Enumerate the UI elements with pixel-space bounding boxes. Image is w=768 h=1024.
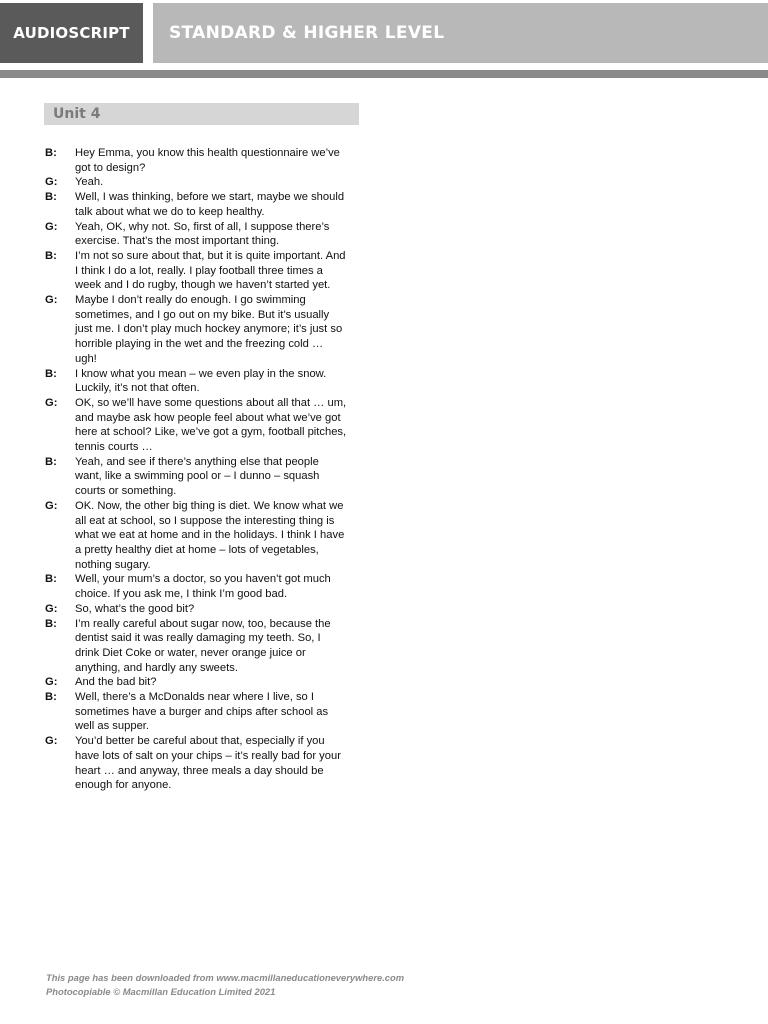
dialogue-turn — [45, 455, 365, 499]
speaker-line: And the bad bit? — [75, 676, 157, 689]
speaker-line: Well, there’s a McDonalds near where I live, so I sometimes have a burger and chips after school as well as supper. — [75, 691, 329, 733]
dialogue-turn — [45, 396, 365, 455]
speaker-label: B: — [45, 691, 57, 704]
speaker-label: G: — [45, 676, 58, 689]
speaker-label: B: — [45, 617, 57, 630]
speaker-line: Yeah. — [75, 176, 104, 189]
dialogue-turn — [45, 675, 365, 690]
speaker-line: I’m not so sure about that, but it is quite important. And I think I do a lot, really. I play football three times a week and I do rugby, though we haven’t started yet. — [75, 249, 346, 292]
speaker-label: G: — [45, 499, 58, 512]
speaker-line: I’m really careful about sugar now, too, because the dentist said it was really damaging my teeth. So, I drink Diet Coke or water, never orange juice or anything, and hardly any sweets. — [75, 617, 331, 674]
speaker-label: B: — [45, 147, 57, 159]
header-divider — [0, 70, 768, 78]
speaker-line: So, what’s the good bit? — [75, 602, 195, 615]
speaker-label: B: — [45, 249, 57, 262]
speaker-label: B: — [45, 367, 57, 380]
speaker-line: I know what you mean – we even play in the snow. Luckily, it’s not that often. — [75, 367, 327, 395]
dialogue-turn — [45, 190, 365, 219]
speaker-line: Maybe I don’t really do enough. I go swimming sometimes, and I go out on my bike. But it’s usually just me. I don’t play much hockey anymore; it’s just so horrible playing in the wet and the freezing cold … ugh! — [75, 294, 343, 365]
speaker-line: Yeah, OK, why not. So, first of all, I suppose there’s exercise. That’s the most important thing. — [75, 220, 330, 248]
speaker-label: G: — [45, 220, 58, 233]
page-footer — [46, 971, 404, 999]
speaker-label: G: — [45, 735, 58, 748]
speaker-label: G: — [45, 602, 58, 615]
audioscript-label: AUDIOSCRIPT — [13, 24, 130, 42]
speaker-line: OK. Now, the other big thing is diet. We know what we all eat at school, so I suppose the interesting thing is what we eat at home and in the holidays. I think I have a pretty healthy diet at home – lots of vegetables, nothing sugary. — [75, 499, 345, 571]
copyright-notice: Photocopiable © Macmillan Education Limited 2021 — [46, 986, 276, 997]
speaker-label: B: — [45, 573, 57, 586]
audioscript-header-tab — [0, 3, 143, 63]
speaker-label: G: — [45, 396, 58, 409]
dialogue-turn — [45, 499, 365, 573]
dialogue-turn — [45, 602, 365, 617]
level-header-bar — [153, 3, 768, 63]
speaker-label: G: — [45, 294, 58, 307]
level-label: STANDARD & HIGHER LEVEL — [169, 23, 445, 43]
dialogue-turn — [45, 617, 365, 676]
speaker-line: Hey Emma, you know this health questionnaire we’ve got to design? — [75, 147, 340, 174]
speaker-line: Well, your mum’s a doctor, so you haven’t got much choice. If you ask me, I think I’m good bad. — [75, 573, 331, 601]
speaker-label: B: — [45, 191, 57, 204]
dialogue-turn — [45, 734, 365, 793]
dialogue-turn — [45, 367, 365, 396]
speaker-line: OK, so we’ll have some questions about all that … um, and maybe ask how people feel about what we’ve got here at school? Like, we’ve got a gym, football pitches, tennis courts … — [75, 396, 347, 454]
unit-title: Unit 4 — [53, 106, 101, 122]
speaker-line: Well, I was thinking, before we start, maybe we should talk about what we do to keep healthy. — [75, 191, 345, 218]
dialogue-turn — [45, 175, 365, 190]
speaker-line: You’d better be careful about that, especially if you have lots of salt on your chips – it’s really bad for your heart … and anyway, three meals a day should be enough for anyone. — [75, 735, 341, 792]
dialogue-turn — [45, 572, 365, 601]
dialogue-turn — [45, 293, 365, 367]
speaker-line: Yeah, and see if there’s anything else that people want, like a swimming pool or – I dunno – squash courts or something. — [75, 455, 320, 498]
download-notice: This page has been downloaded from www.macmillaneducationeverywhere.com — [46, 972, 405, 983]
speaker-label: G: — [45, 176, 58, 189]
speaker-label: B: — [45, 455, 57, 468]
dialogue-turn — [45, 146, 365, 175]
dialogue-transcript — [45, 146, 365, 793]
dialogue-turn — [45, 690, 365, 734]
dialogue-turn — [45, 220, 365, 249]
unit-heading-box — [44, 103, 359, 125]
dialogue-turn — [45, 249, 365, 293]
